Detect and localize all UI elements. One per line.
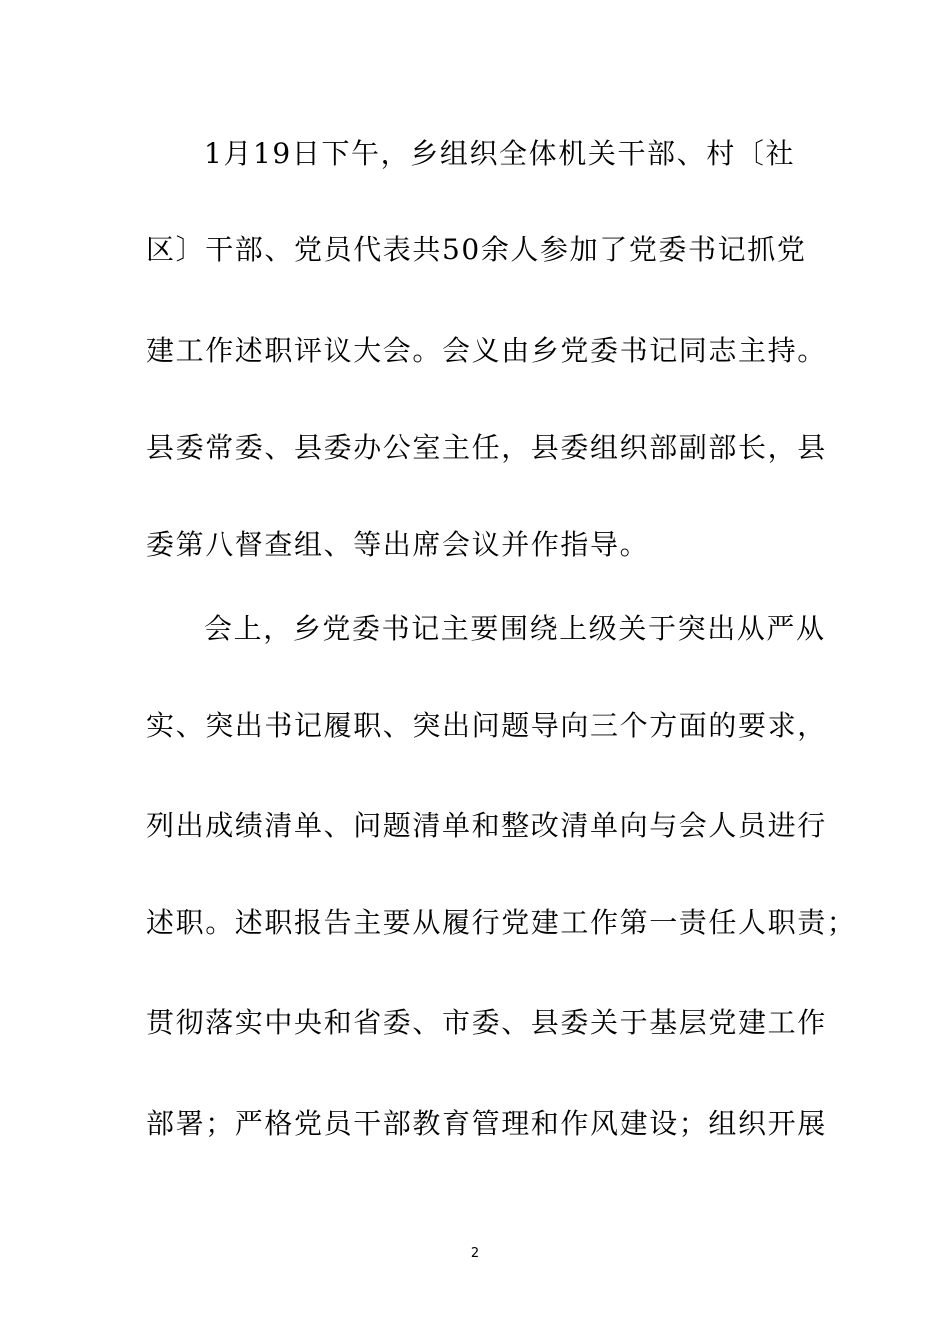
paragraph-2-line-3: 列出成绩清单、问题清单和整改清单向与会人员进行 <box>146 809 827 842</box>
paragraph-1-line-2: 区〕干部、党员代表共50余人参加了党委书记抓党 <box>146 233 807 266</box>
page-number: 2 <box>470 1246 480 1261</box>
paragraph-2-line-1: 会上，乡党委书记主要围绕上级关于突出从严从 <box>204 612 826 645</box>
paragraph-1-line-1: 1月19日下午，乡组织全体机关干部、村〔社 <box>204 137 796 170</box>
paragraph-1-line-3: 建工作述职评议大会。会义由乡党委书记同志主持。 <box>146 334 827 367</box>
paragraph-2-line-5: 贯彻落实中央和省委、市委、县委关于基层党建工作 <box>146 1006 827 1039</box>
paragraph-1-line-4: 县委常委、县委办公室主任，县委组织部副部长，县 <box>146 431 827 464</box>
paragraph-1-line-5: 委第八督查组、等出席会议并作指导。 <box>146 528 650 561</box>
paragraph-2-line-6: 部署；严格党员干部教育管理和作风建设；组织开展 <box>146 1107 827 1140</box>
paragraph-2-line-2: 实、突出书记履职、突出问题导向三个方面的要求， <box>146 709 827 742</box>
paragraph-2-line-4: 述职。述职报告主要从履行党建工作第一责任人职责； <box>146 906 857 939</box>
